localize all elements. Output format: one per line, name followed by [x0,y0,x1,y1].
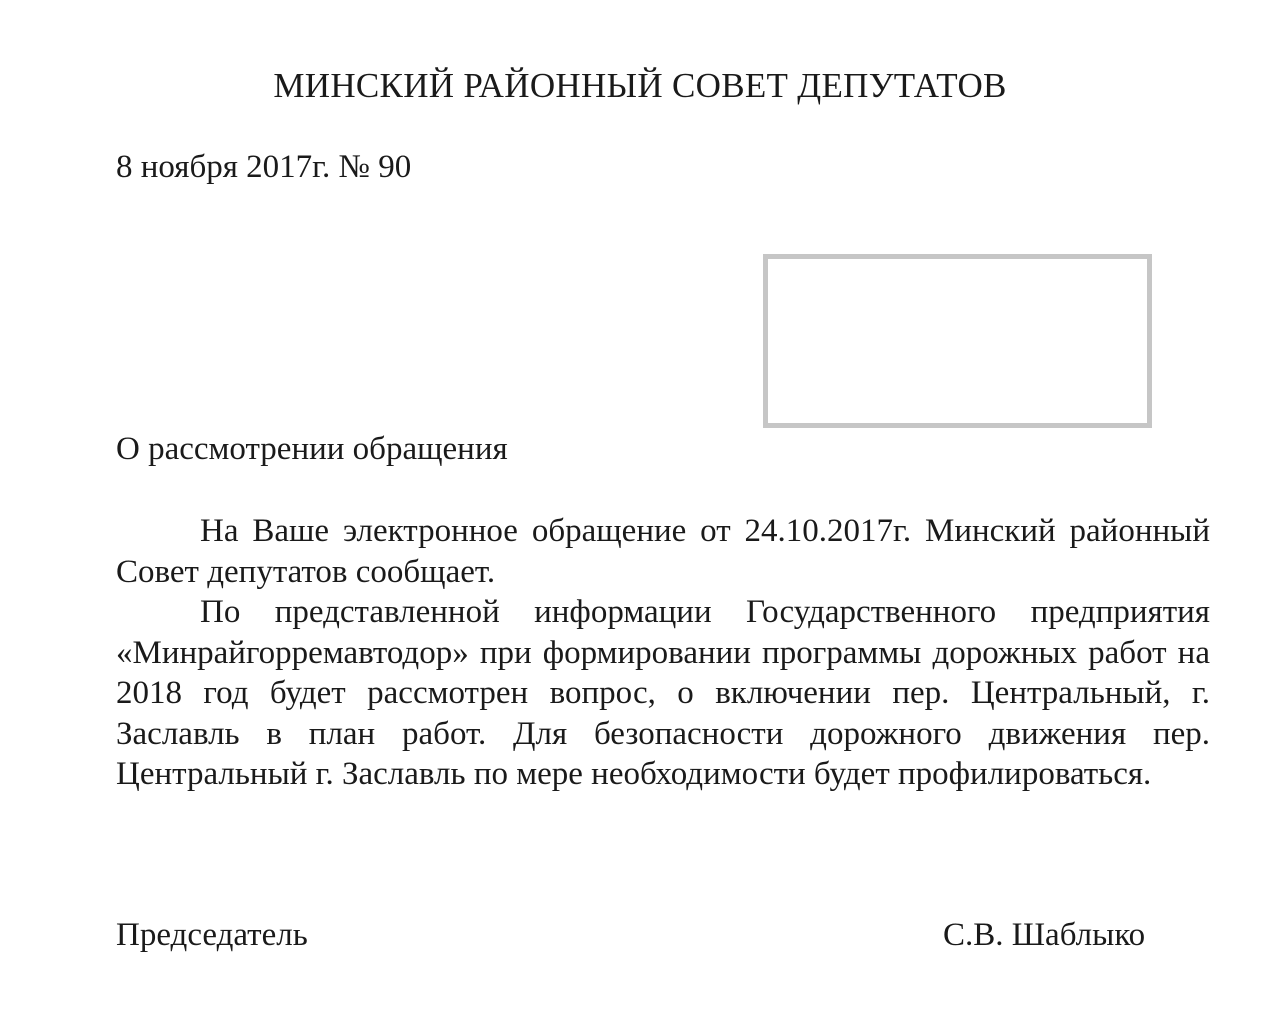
letter-subject: О рассмотрении обращения [116,431,508,467]
date-and-number: 8 ноября 2017г. № 90 [116,149,412,185]
body-paragraph-2: По представленной информации Государственного предприятия «Минрайгорремавтодор» при формировании программы дорожных работ на 2018 год будет рассмотрен вопрос, о включении пер. Центральный, г. Заславль в план работ. Для безопасности дорожного движения пер. Центральный г. Заславль по мере необходимости будет профилироваться. [116,594,1210,792]
signatory-title: Председатель [116,917,308,953]
letter-body [116,511,1210,795]
recipient-address-box [763,254,1152,428]
body-paragraph-1: На Ваше электронное обращение от 24.10.2017г. Минский районный Совет депутатов сообщает. [116,513,1210,590]
organization-header: МИНСКИЙ РАЙОННЫЙ СОВЕТ ДЕПУТАТОВ [273,66,1007,105]
signatory-name: С.В. Шаблыко [943,917,1146,953]
